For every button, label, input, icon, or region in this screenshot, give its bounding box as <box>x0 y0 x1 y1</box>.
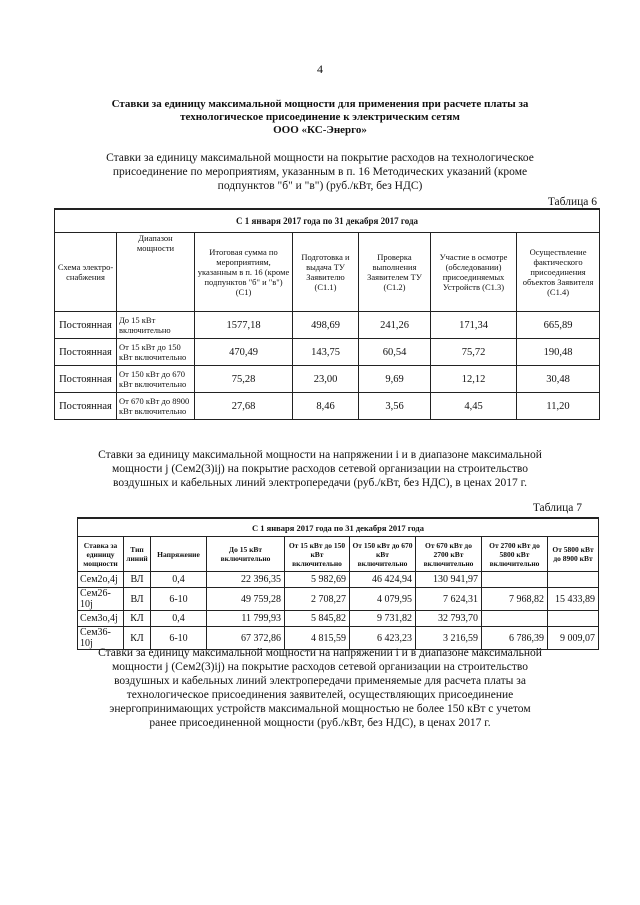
cell-r2: 4 815,59 <box>285 627 350 650</box>
cell-c13: 4,45 <box>431 393 517 420</box>
table7-header-rate: Ставка за единицу мощности <box>78 537 124 572</box>
cell-c1: 75,28 <box>195 366 293 393</box>
table7-header-line-type: Тип линий <box>124 537 151 572</box>
cell-voltage: 0,4 <box>151 572 207 588</box>
table7-header-r5: От 2700 кВт до 5800 кВт включительно <box>482 537 548 572</box>
page-number: 4 <box>317 62 323 76</box>
cell-r3: 9 731,82 <box>350 611 416 627</box>
cell-r4: 130 941,97 <box>416 572 482 588</box>
caption-line: присоединение по мероприятиям, указанным в п. 16 Методических указаний (кроме <box>112 166 528 178</box>
cell-line-type: КЛ <box>124 611 151 627</box>
cell-r2: 2 708,27 <box>285 588 350 611</box>
title-line: ООО «КС-Энерго» <box>273 124 367 136</box>
cell-rate: Сем2о,4j <box>78 572 124 588</box>
table6-header-range: Диапазон мощности <box>117 233 195 312</box>
cell-c12: 9,69 <box>359 366 431 393</box>
cell-r6: 9 009,07 <box>548 627 599 650</box>
cell-r2: 5 982,69 <box>285 572 350 588</box>
cell-range: От 15 кВт до 150 кВт включительно <box>117 339 195 366</box>
cell-scheme: Постоянная <box>55 312 117 339</box>
table6-header-c12: Проверка выполнения Заявителем ТУ (С1.2) <box>359 233 431 312</box>
cell-r4: 7 624,31 <box>416 588 482 611</box>
caption-line: ранее присоединенной мощности (руб./кВт, без НДС), в ценах 2017 г. <box>149 717 491 729</box>
cell-c11: 143,75 <box>293 339 359 366</box>
cell-rate: Сем3о,4j <box>78 611 124 627</box>
caption-line: технологическое присоединения заявителей, осуществляющих присоединение <box>126 689 514 701</box>
title-line: технологическое присоединение к электрическим сетям <box>180 111 460 123</box>
cell-line-type: ВЛ <box>124 588 151 611</box>
cell-scheme: Постоянная <box>55 393 117 420</box>
table6-caption <box>80 151 560 193</box>
cell-c13: 12,12 <box>431 366 517 393</box>
cell-rate: Сем36-10j <box>78 627 124 650</box>
table-row <box>55 366 600 393</box>
table6-header-scheme: Схема электро-снабжения <box>55 233 117 312</box>
table6-header-c11: Подготовка и выдача ТУ Заявителю (С1.1) <box>293 233 359 312</box>
caption-line: мощности j (Сем2(3)ij) на покрытие расходов сетевой организации на строительство <box>112 661 528 673</box>
cell-c12: 60,54 <box>359 339 431 366</box>
cell-r1: 67 372,86 <box>207 627 285 650</box>
table-row <box>55 312 600 339</box>
table7-period: С 1 января 2017 года по 31 декабря 2017 года <box>78 518 599 537</box>
cell-c13: 171,34 <box>431 312 517 339</box>
table6-header-c13: Участие в осмотре (обследовании) присоединяемых Устройств (С1.3) <box>431 233 517 312</box>
caption-line: мощности j (Сем2(3)ij) на покрытие расходов сетевой организации на строительство <box>112 463 528 475</box>
cell-r5: 6 786,39 <box>482 627 548 650</box>
table7-header-r6: От 5800 кВт до 8900 кВт <box>548 537 599 572</box>
cell-line-type: ВЛ <box>124 572 151 588</box>
cell-r5 <box>482 611 548 627</box>
cell-r6: 15 433,89 <box>548 588 599 611</box>
cell-range: От 670 кВт до 8900 кВт включительно <box>117 393 195 420</box>
caption-line: воздушных и кабельных линий электропередачи (руб./кВт, без НДС), в ценах 2017 г. <box>113 477 527 489</box>
table6-header-c1: Итоговая сумма по мероприятиям, указанным в п. 16 (кроме подпунктов "б" и "в") (С1) <box>195 233 293 312</box>
table6-period: С 1 января 2017 года по 31 декабря 2017 года <box>55 209 600 233</box>
cell-r1: 11 799,93 <box>207 611 285 627</box>
table6 <box>54 208 600 420</box>
cell-rate: Сем26-10j <box>78 588 124 611</box>
cell-r4: 32 793,70 <box>416 611 482 627</box>
caption-line: Ставки за единицу максимальной мощности на напряжении i и в диапазоне максимальной <box>98 449 542 461</box>
cell-c13: 75,72 <box>431 339 517 366</box>
table-row <box>55 339 600 366</box>
cell-voltage: 6-10 <box>151 627 207 650</box>
cell-r6 <box>548 611 599 627</box>
table-row <box>78 572 599 588</box>
cell-c14: 30,48 <box>517 366 600 393</box>
cell-c14: 11,20 <box>517 393 600 420</box>
cell-r3: 46 424,94 <box>350 572 416 588</box>
cell-c12: 241,26 <box>359 312 431 339</box>
cell-c11: 8,46 <box>293 393 359 420</box>
cell-scheme: Постоянная <box>55 366 117 393</box>
caption-line: воздушных и кабельных линий электропередачи применяемые для расчета платы за <box>114 675 526 687</box>
table7-header-voltage: Напряжение <box>151 537 207 572</box>
table7 <box>77 517 599 650</box>
cell-r3: 6 423,23 <box>350 627 416 650</box>
caption-line: энергопринимающих устройств максимальной мощностью не более 150 кВт с учетом <box>109 703 531 715</box>
cell-r3: 4 079,95 <box>350 588 416 611</box>
cell-r1: 49 759,28 <box>207 588 285 611</box>
cell-r2: 5 845,82 <box>285 611 350 627</box>
cell-scheme: Постоянная <box>55 339 117 366</box>
cell-c11: 498,69 <box>293 312 359 339</box>
document-title <box>70 98 570 137</box>
cell-range: До 15 кВт включительно <box>117 312 195 339</box>
cell-c1: 27,68 <box>195 393 293 420</box>
caption-line: Ставки за единицу максимальной мощности на покрытие расходов на технологическое <box>106 152 534 164</box>
cell-r5 <box>482 572 548 588</box>
cell-c1: 1577,18 <box>195 312 293 339</box>
cell-line-type: КЛ <box>124 627 151 650</box>
table7-caption <box>62 448 578 490</box>
table7-header-r4: От 670 кВт до 2700 кВт включительно <box>416 537 482 572</box>
cell-r4: 3 216,59 <box>416 627 482 650</box>
table-row <box>55 393 600 420</box>
cell-r6 <box>548 572 599 588</box>
cell-c14: 190,48 <box>517 339 600 366</box>
cell-voltage: 6-10 <box>151 588 207 611</box>
caption-line: подпунктов "б" и "в") (руб./кВт, без НДС) <box>217 180 423 192</box>
cell-voltage: 0,4 <box>151 611 207 627</box>
caption-line: Ставки за единицу максимальной мощности на напряжении i и в диапазоне максимальной <box>98 647 542 659</box>
cell-r5: 7 968,82 <box>482 588 548 611</box>
cell-range: От 150 кВт до 670 кВт включительно <box>117 366 195 393</box>
final-caption <box>62 646 578 730</box>
cell-c1: 470,49 <box>195 339 293 366</box>
table-row <box>78 611 599 627</box>
table6-label: Таблица 6 <box>547 196 597 208</box>
title-line: Ставки за единицу максимальной мощности для применения при расчете платы за <box>111 98 529 110</box>
table7-header-r2: От 15 кВт до 150 кВт включительно <box>285 537 350 572</box>
cell-r1: 22 396,35 <box>207 572 285 588</box>
table-row <box>78 588 599 611</box>
table7-header-r3: От 150 кВт до 670 кВт включительно <box>350 537 416 572</box>
cell-c11: 23,00 <box>293 366 359 393</box>
table7-header-r1: До 15 кВт включительно <box>207 537 285 572</box>
table6-header-c14: Осуществление фактического присоединения объектов Заявителя (С1.4) <box>517 233 600 312</box>
cell-c14: 665,89 <box>517 312 600 339</box>
cell-c12: 3,56 <box>359 393 431 420</box>
table7-label: Таблица 7 <box>532 502 582 514</box>
